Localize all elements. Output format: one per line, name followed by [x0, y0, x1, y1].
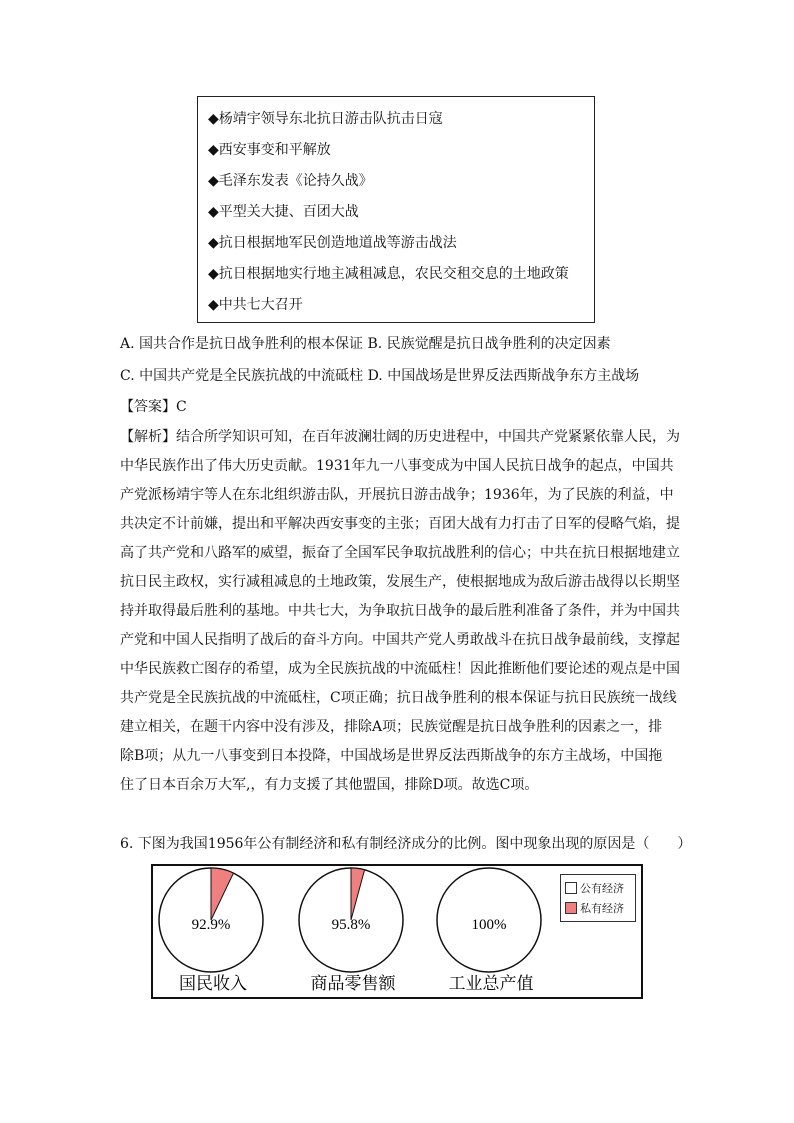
analysis-line: 中华民族救亡图存的希望，成为全民族抗战的中流砥柱！因此推断他们要论述的观点是中国: [120, 661, 680, 677]
analysis-paragraph: [120, 423, 680, 800]
material-item: ◆西安事变和平解放: [208, 142, 331, 158]
analysis-line: 产党派杨靖宇等人在东北组织游击队，开展抗日游击战争；1936年，为了民族的利益，中: [120, 487, 674, 503]
legend-item-private: [565, 898, 631, 918]
legend-label-public: 公有经济: [580, 882, 624, 895]
options-line-cd: C. 中国共产党是全民族抗战的中流砥柱 D. 中国战场是世界反法西斯战争东方主战场: [120, 368, 640, 384]
legend-item-public: [565, 878, 631, 898]
analysis-line: 持并取得最后胜利的基地。中共七大，为争取抗日战争的最后胜利准备了条件，并为中国共: [120, 603, 680, 619]
material-item: ◆杨靖宇领导东北抗日游击队抗击日寇: [208, 111, 443, 127]
pie-title: 国民收入: [179, 974, 247, 994]
analysis-line: 高了共产党和八路军的威望，振奋了全国军民争取抗战胜利的信心；中共在抗日根据地建立: [120, 545, 680, 561]
material-item: ◆平型关大捷、百团大战: [208, 204, 359, 220]
pie-chart-figure: [151, 864, 643, 999]
analysis-line: 住了日本百余万大军,，有力支援了其他盟国，排除D项。故选C项。: [120, 777, 539, 793]
answer-line: 【答案】C: [120, 399, 187, 415]
materials-box: [197, 96, 595, 323]
analysis-line: 【解析】结合所学知识可知，在百年波澜壮阔的历史进程中，中国共产党紧紧依靠人民，为: [120, 429, 680, 445]
material-item: ◆抗日根据地实行地主减租减息，农民交租交息的土地政策: [208, 266, 569, 282]
analysis-line: 共产党是全民族抗战的中流砥柱，C项正确；抗日战争胜利的根本保证与抗日民族统一战线: [120, 690, 677, 706]
pie-title: 商品零售额: [310, 974, 396, 994]
analysis-line: 建立相关，在题干内容中没有涉及，排除A项；民族觉醒是抗日战争胜利的因素之一，排: [120, 719, 663, 735]
material-item: ◆中共七大召开: [208, 297, 303, 313]
chart-legend: [560, 874, 636, 922]
pie-title: 工业总产值: [448, 974, 534, 994]
question-6: 6. 下图为我国1956年公有制经济和私有制经济成分的比例。图中现象出现的原因是（ ）: [120, 836, 692, 852]
pie-value-label: 92.9%: [191, 917, 231, 933]
analysis-line: 产党和中国人民指明了战后的奋斗方向。中国共产党人勇敢战斗在抗日战争最前线，支撑起: [120, 632, 680, 648]
pie-value-label: 100%: [471, 917, 507, 933]
analysis-line: 抗日民主政权，实行减租减息的土地政策，发展生产，使根据地成为敌后游击战得以长期坚: [120, 574, 680, 590]
analysis-line: 中华民族作出了伟大历史贡献。1931年九一八事变成为中国人民抗日战争的起点，中国共: [120, 458, 674, 474]
legend-swatch-private: [565, 902, 577, 914]
analysis-line: 除B项；从九一八事变到日本投降，中国战场是世界反法西斯战争的东方主战场，中国拖: [120, 748, 663, 764]
legend-label-private: 私有经济: [580, 902, 624, 915]
pie-value-label: 95.8%: [331, 917, 371, 933]
legend-swatch-public: [565, 882, 577, 894]
options-line-ab: A. 国共合作是抗日战争胜利的根本保证 B. 民族觉醒是抗日战争胜利的决定因素: [120, 336, 611, 352]
material-item: ◆抗日根据地军民创造地道战等游击战法: [208, 235, 457, 251]
analysis-line: 共决定不计前嫌，提出和平解决西安事变的主张；百团大战有力打击了日军的侵略气焰，提: [120, 516, 680, 532]
material-item: ◆毛泽东发表《论持久战》: [208, 173, 373, 189]
